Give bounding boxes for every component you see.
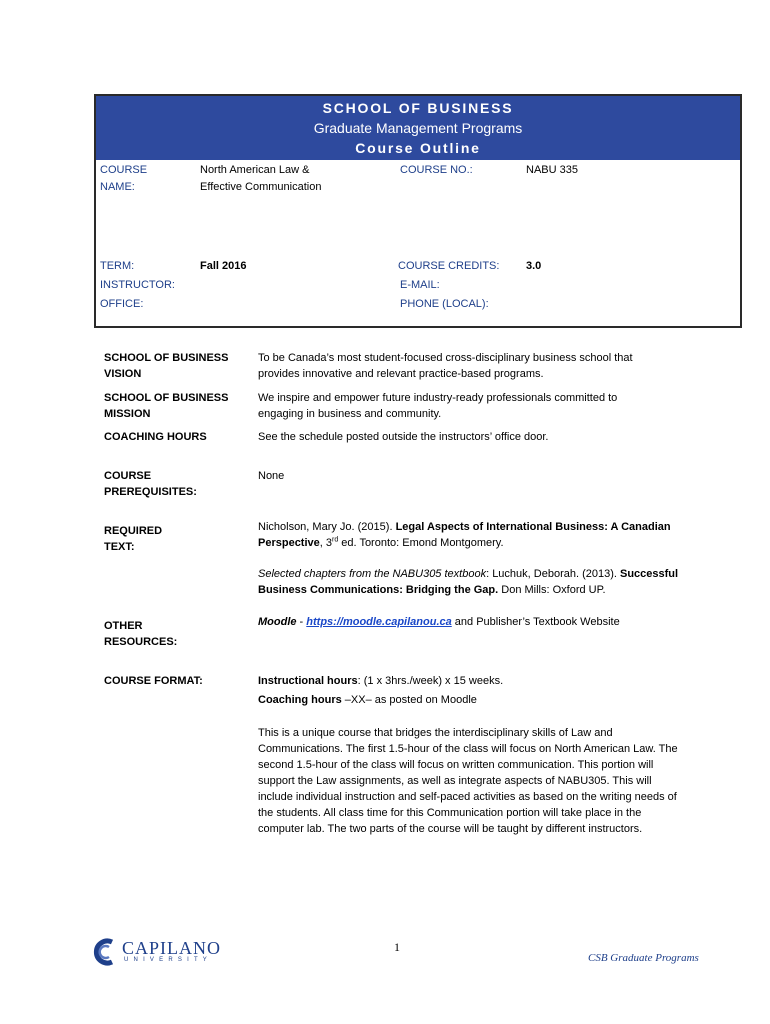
course-description: This is a unique course that bridges the interdisciplinary skills of Law and Communications. The first 1.5-hour of the class will focus on North American Law. The second 1.5-hour of the class will focus on written communication. This portion will support the Law assignments, as well as integrate aspects of NABU305. This will include individual instruction and self-paced activities as based on the writing needs of the students. All class time for this Communication portion will take place in the computer lab. The two parts of the course will be taught by different instructors. [258,727,678,835]
course-name-label: COURSE NAME: [100,164,148,193]
capilano-emblem-icon [90,938,120,966]
other-resources-text: Moodle - https://moodle.capilanou.ca and Publisher’s Textbook Website [258,616,620,628]
vision-text: To be Canada’s most student-focused cross-disciplinary business school that provides innovative and relevant practice-based programs. [258,352,633,380]
logo-name: CAPILANO [122,938,222,958]
header-banner [96,96,740,160]
capilano-logo [90,938,220,968]
required-text-2: Selected chapters from the NABU305 textbook: Luchuk, Deborah. (2013). Successful Business Communications: Bridging the Gap. Don Mills: Oxford UP. [258,568,679,596]
vision-label: SCHOOL OF BUSINESS VISION [104,352,229,380]
mission-text: We inspire and empower future industry-ready professionals committed to engaging in business and community. [258,392,618,420]
office-label: OFFICE: [100,298,144,310]
prereq-label: COURSE PREREQUISITES: [104,470,197,498]
mission-label: SCHOOL OF BUSINESS MISSION [104,392,229,420]
course-header-table [94,94,742,328]
moodle-link[interactable]: https://moodle.capilanou.ca [306,616,452,628]
term-value: Fall 2016 [200,260,247,272]
school-title: SCHOOL OF BUSINESS [322,100,514,116]
course-no-label: COURSE NO.: [400,164,473,176]
instructional-hours: Instructional hours: (1 x 3hrs./week) x 15 weeks. [258,675,504,687]
required-text-label: REQUIRED TEXT: [104,525,163,553]
course-no-value: NABU 335 [526,164,578,176]
credits-label: COURSE CREDITS: [398,260,500,272]
other-resources-label: OTHER RESOURCES: [104,620,178,648]
program-title: Graduate Management Programs [313,120,523,136]
doc-title: Course Outline [355,140,481,156]
email-label: E-MAIL: [400,279,440,291]
instructor-label: INSTRUCTOR: [100,279,175,291]
credits-value: 3.0 [526,260,542,272]
page-number: 1 [394,940,400,954]
coaching-label: COACHING HOURS [104,431,207,443]
course-name-value: North American Law & Effective Communication [200,164,322,193]
term-label: TERM: [100,260,135,272]
logo-subtitle: UNIVERSITY [124,957,213,963]
footer-program: CSB Graduate Programs [588,952,699,964]
phone-label: PHONE (LOCAL): [400,298,489,310]
course-format-label: COURSE FORMAT: [104,675,203,687]
coaching-text: See the schedule posted outside the instructors’ office door. [258,431,549,443]
prereq-text: None [258,470,285,482]
coaching-hours-format: Coaching hours –XX– as posted on Moodle [258,694,477,706]
required-text-1: Nicholson, Mary Jo. (2015). Legal Aspects of International Business: A Canadian Perspective, 3rd ed. Toronto: Emond Montgomery. [258,521,671,549]
